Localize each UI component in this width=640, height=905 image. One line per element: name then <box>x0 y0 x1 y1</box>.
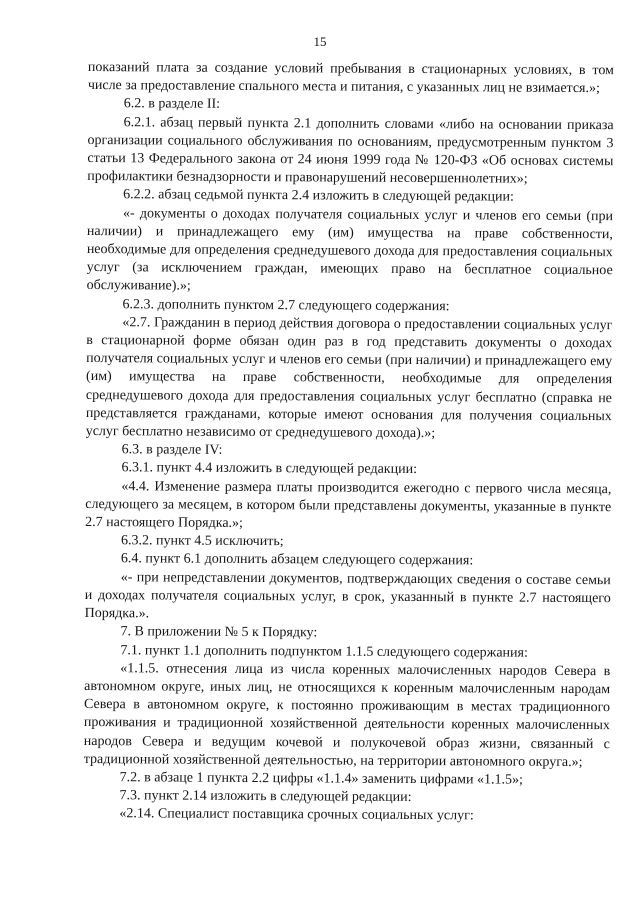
paragraph: 6.3.2. пункт 4.5 исключить; <box>121 533 284 550</box>
paragraph: «4.4. Изменение размера платы производится ежегодно с первого числа месяца, следующего за месяцем, в котором были представлены документы, указанные в пункте 2.7 настоящего Порядка.»; <box>85 478 612 532</box>
paragraph: 6.4. пункт 6.1 дополнить абзацем следующего содержания: <box>120 551 474 569</box>
paragraph: 7.1. пункт 1.1 дополнить подпунктом 1.1.5 следующего содержания: <box>120 642 528 661</box>
paragraph: «2.14. Специалист поставщика срочных социальных услуг: <box>119 806 474 824</box>
paragraph: «2.7. Гражданин в период действия договора о предоставлении социальных услуг в стационарной форме обязан один раз в год представить документы о доходах получателя социальных услуг и членов его семьи (при наличии) и принадлежащего ему (им) имущества на праве собственности, необходимые для определения среднедушевого дохода для предоставления социальных услуг бесплатно (справка не представляется гражданами, которые имеют основания для получения социальных услуг бесплатно независимо от среднедушевого дохода).»; <box>85 315 613 442</box>
paragraph: 6.2.3. дополнить пунктом 2.7 следующего содержания: <box>122 296 450 314</box>
paragraph: 6.3.1. пункт 4.4 изложить в следующей редакции: <box>121 460 418 478</box>
paragraph: 7.3. пункт 2.14 изложить в следующей редакции: <box>119 788 412 806</box>
paragraph: 6.3. в разделе IV: <box>121 442 223 459</box>
paragraph: показаний плата за создание условий пребывания в стационарных условиях, в том числе за предоставление спального места и питания, с указанных лиц не взимается.»; <box>87 59 614 97</box>
paragraph: «1.1.5. отнесения лица из числа коренных малочисленных народов Севера в автономном округе, иных лиц, не относящихся к коренным малочисленным народам Севера в автономном округе, к постоянно проживающим в местах традиционного проживания и традиционной хозяйственной деятельности коренных малочисленных народов Севера и ведущим кочевой и полукочевой образ жизни, связанный с традиционной хозяйственной деятельностью, на территории автономного округа.»; <box>83 660 611 770</box>
paragraph: «- документы о доходах получателя социальных услуг и членов его семьи (при наличии) и принадлежащего ему (им) имущества на праве собственности, необходимые для определения среднедушевого дохода для предоставления социальных услуг (за исключением граждан, имеющих право на бесплатное социальное обслуживание).»; <box>86 205 614 295</box>
paragraph: 6.2.1. абзац первый пункта 2.1 дополнить словами «либо на основании приказа организации социального обслуживания по основаниям, предусмотренным пунктом 3 статьи 13 Федерального закона от 24 июня 1999 года № 120-ФЗ «Об основах системы профилактики безнадзорности и правонарушений несовершеннолетних»; <box>87 114 614 187</box>
paragraph: 7.2. в абзаце 1 пункта 2.2 цифры «1.1.4» заменить цифрами «1.1.5»; <box>119 770 523 788</box>
paragraph: «- при непредставлении документов, подтверждающих сведения о составе семьи и доходах получателя социальных услуг, в срок, указанный в пункте 2.7 настоящего Порядка.». <box>84 569 611 622</box>
page-number: 15 <box>313 34 327 49</box>
paragraph: 7. В приложении № 5 к Порядку: <box>120 624 318 641</box>
body-text <box>83 59 614 827</box>
paragraph: 6.2.2. абзац седьмой пункта 2.4 изложить в следующей редакции: <box>123 187 514 206</box>
paragraph: 6.2. в разделе II: <box>123 96 221 113</box>
